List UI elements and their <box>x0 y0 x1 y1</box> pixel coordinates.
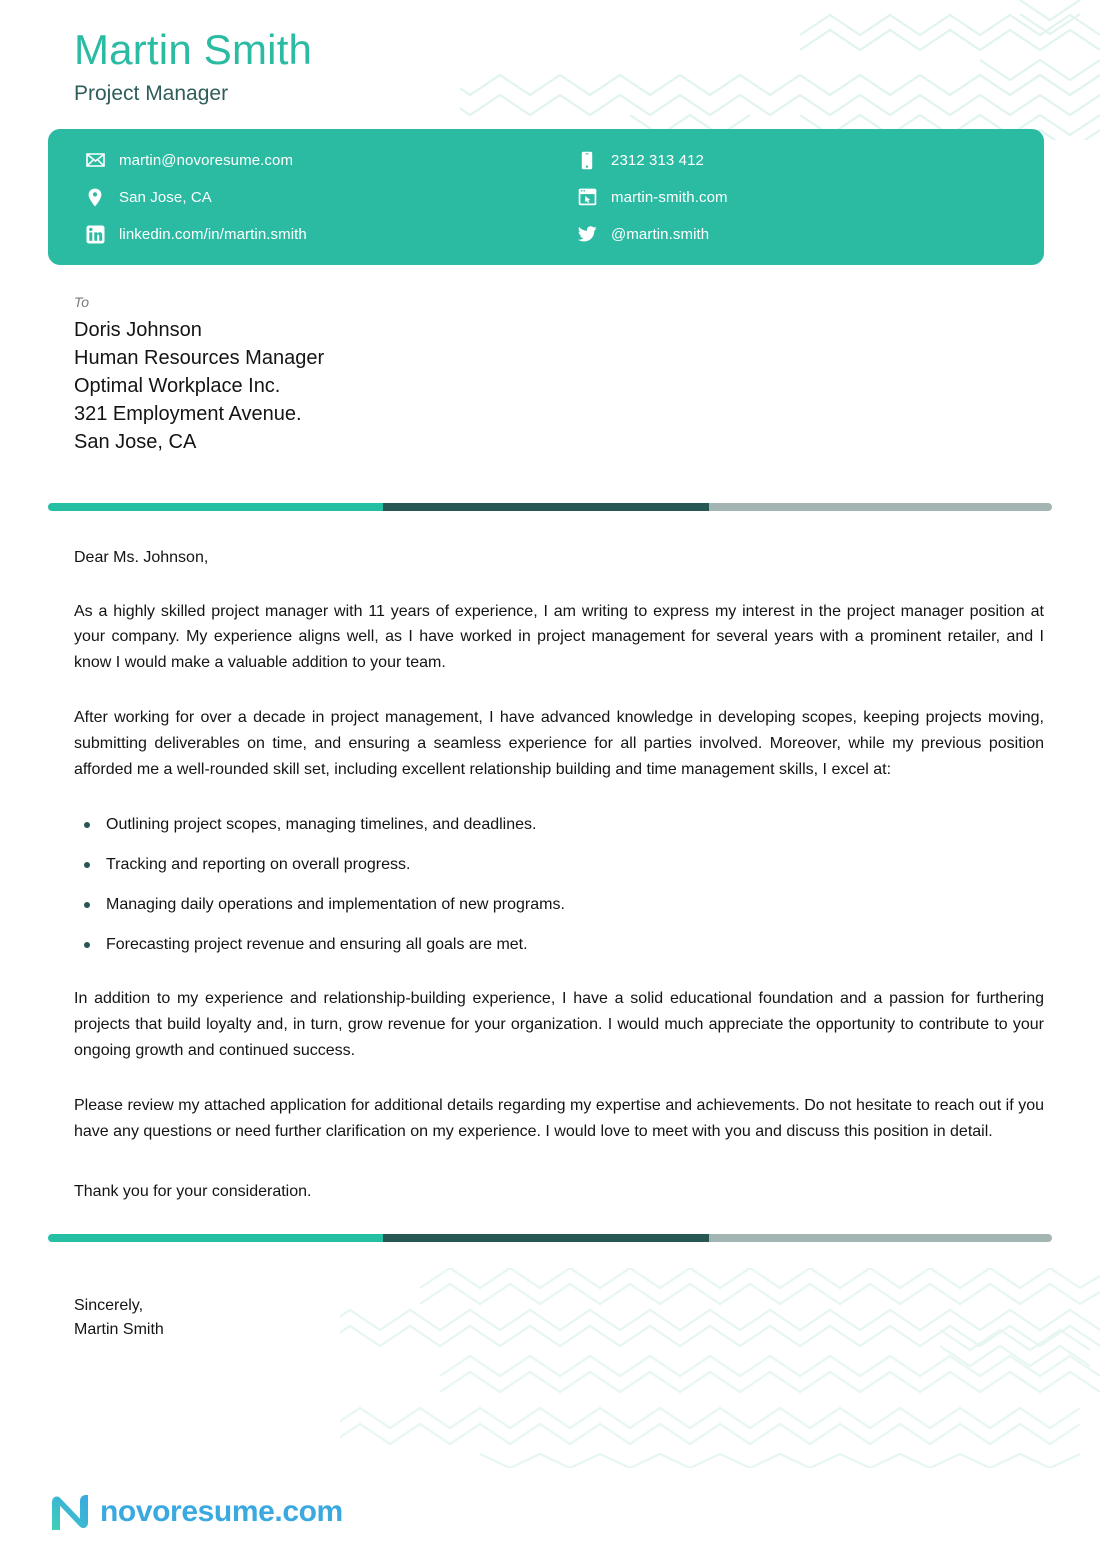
applicant-name: Martin Smith <box>74 26 313 73</box>
divider-top <box>48 503 1052 511</box>
paragraph-3: In addition to my experience and relationship-building experience, I have a solid educational foundation and a passion for furthering projects that build loyalty and, in turn, grow revenue for your organization. I would much appreciate the opportunity to contribute to your ongoing growth and continued success. <box>74 989 1044 1059</box>
contact-item-email[interactable] <box>82 148 546 172</box>
recipient-street: 321 Employment Avenue. <box>74 403 302 426</box>
contact-twitter-value: @martin.smith <box>611 225 710 243</box>
letter-header <box>0 0 1100 107</box>
paragraph-2: After working for over a decade in project management, I have advanced knowledge in developing scopes, keeping projects moving, submitting deliverables on time, and ensuring a seamless experience for all parties involved. Moreover, while my previous position afforded me a well-rounded skill set, including excellent relationship building and time management skills, I excel at: <box>74 709 1044 779</box>
linkedin-icon <box>82 225 108 244</box>
sign-name: Martin Smith <box>74 1321 164 1339</box>
paragraph-4: Please review my attached application for additional details regarding my expertise and achievements. Do not hesitate to reach out if you have any questions or need further clarification on my experience. I would love to meet with you and discuss this position in detail. <box>74 1096 1044 1140</box>
contact-phone-value: 2312 313 412 <box>611 151 704 169</box>
contact-item-website[interactable] <box>574 185 1044 209</box>
recipient-title: Human Resources Manager <box>74 346 325 369</box>
divider-segment-dark <box>383 1234 708 1242</box>
contact-item-location[interactable] <box>82 185 546 209</box>
novoresume-footer-logo[interactable] <box>48 1490 343 1534</box>
signature-block <box>74 1294 1044 1344</box>
list-item: Tracking and reporting on overall progress. <box>74 853 1044 877</box>
contact-item-phone[interactable] <box>574 148 1044 172</box>
applicant-job-title: Project Manager <box>74 81 229 105</box>
phone-icon <box>574 151 600 170</box>
recipient-block <box>74 293 1100 457</box>
paragraph-1: As a highly skilled project manager with 11 years of experience, I am writing to express my interest in the project manager position at your company. My experience aligns well, as I have worked in project management for several years with a prominent retailer, and I know I would make a valuable addition to your team. <box>74 602 1044 672</box>
divider-segment-dark <box>383 503 708 511</box>
contact-column-right <box>546 148 1044 246</box>
letter-body <box>74 546 1044 1204</box>
to-label: To <box>74 294 90 311</box>
novoresume-n-logo-icon <box>48 1490 92 1534</box>
divider-segment-gray <box>709 503 1052 511</box>
recipient-company: Optimal Workplace Inc. <box>74 374 281 397</box>
divider-bottom <box>48 1234 1052 1242</box>
list-item: Managing daily operations and implementation of new programs. <box>74 893 1044 917</box>
salutation: Dear Ms. Johnson, <box>74 548 209 566</box>
twitter-icon <box>574 226 600 243</box>
contact-email-value: martin@novoresume.com <box>119 151 294 169</box>
divider-segment-teal <box>48 1234 383 1242</box>
contact-website-value: martin-smith.com <box>611 188 728 206</box>
divider-segment-gray <box>709 1234 1052 1242</box>
recipient-city: San Jose, CA <box>74 431 197 454</box>
contact-location-value: San Jose, CA <box>119 188 212 206</box>
list-item: Outlining project scopes, managing timelines, and deadlines. <box>74 813 1044 837</box>
contact-bar <box>48 129 1044 265</box>
website-icon <box>574 188 600 206</box>
contact-column-left <box>48 148 546 246</box>
contact-linkedin-value: linkedin.com/in/martin.smith <box>119 225 307 243</box>
sign-off: Sincerely, <box>74 1296 144 1314</box>
contact-item-twitter[interactable] <box>574 222 1044 246</box>
email-icon <box>82 153 108 167</box>
divider-segment-teal <box>48 503 383 511</box>
recipient-name: Doris Johnson <box>74 318 202 341</box>
list-item: Forecasting project revenue and ensuring all goals are met. <box>74 933 1044 957</box>
novoresume-logo-text: novoresume.com <box>100 1495 343 1528</box>
contact-item-linkedin[interactable] <box>82 222 546 246</box>
thank-you-line: Thank you for your consideration. <box>74 1182 312 1200</box>
location-icon <box>82 188 108 207</box>
skills-bullet-list <box>74 813 1044 957</box>
